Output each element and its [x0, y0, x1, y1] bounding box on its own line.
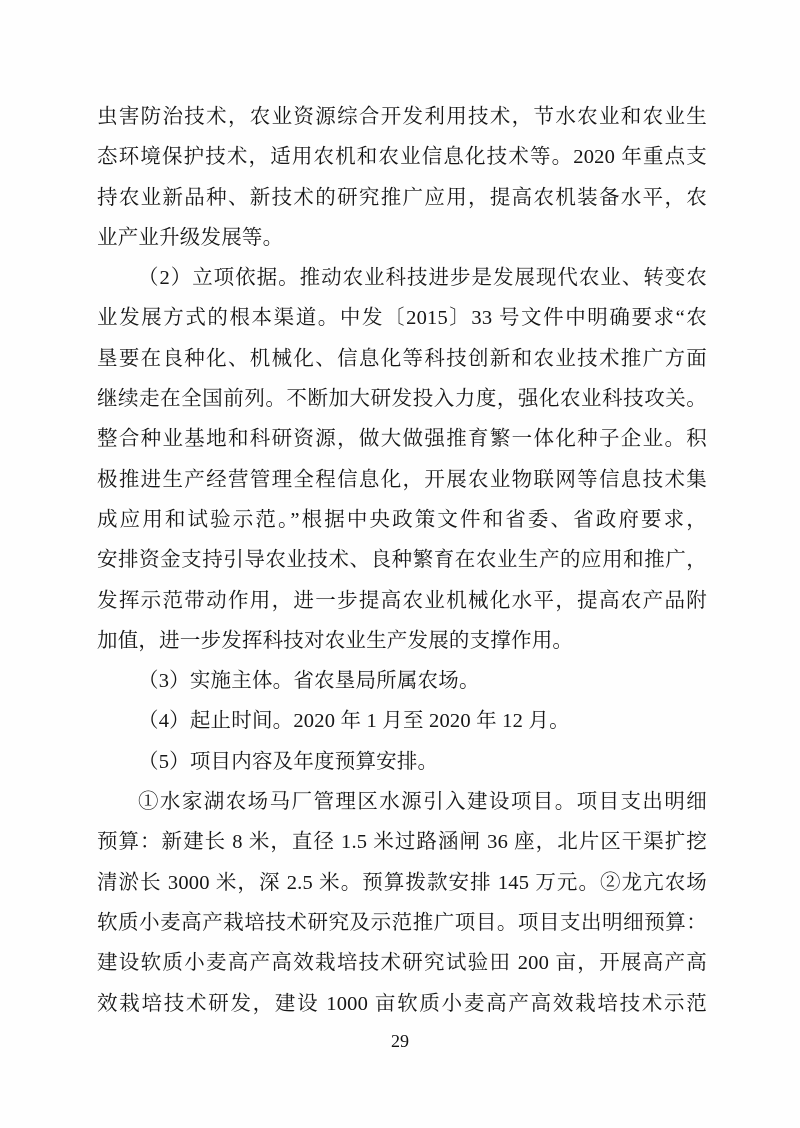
text-line: 安排资金支持引导农业技术、良种繁育在农业生产的应用和推广， — [97, 549, 707, 572]
text-line: 发挥示范带动作用，进一步提高农业机械化水平，提高农产品附 — [97, 589, 707, 612]
document-body — [97, 97, 707, 1024]
text-line: 垦要在良种化、机械化、信息化等科技创新和农业技术推广方面 — [97, 347, 707, 370]
text-line: 整合种业基地和科研资源，做大做强推育繁一体化种子企业。积 — [97, 428, 707, 451]
text-line: 软质小麦高产栽培技术研究及示范推广项目。项目支出明细预算： — [97, 911, 707, 934]
page-number: 29 — [391, 1031, 409, 1051]
text-line-section-4: （4）起止时间。2020 年 1 月至 2020 年 12 月。 — [138, 710, 570, 733]
text-line: 业产业升级发展等。 — [97, 226, 284, 249]
text-line: 清淤长 3000 米，深 2.5 米。预算拨款安排 145 万元。②龙亢农场 — [97, 871, 707, 894]
text-line: 极推进生产经营管理全程信息化，开展农业物联网等信息技术集 — [97, 468, 707, 491]
text-line: 继续走在全国前列。不断加大研发投入力度，强化农业科技攻关。 — [97, 388, 707, 411]
text-line-item-1: ①水家湖农场马厂管理区水源引入建设项目。项目支出明细 — [138, 791, 707, 814]
text-line-section-3: （3）实施主体。省农垦局所属农场。 — [138, 670, 480, 693]
text-line: 业发展方式的根本渠道。中发〔2015〕33 号文件中明确要求“农 — [97, 307, 707, 330]
text-line: 建设软质小麦高产高效栽培技术研究试验田 200 亩，开展高产高 — [97, 952, 707, 975]
text-line: 成应用和试验示范。”根据中央政策文件和省委、省政府要求， — [97, 508, 707, 531]
text-line: 持农业新品种、新技术的研究推广应用，提高农机装备水平，农 — [97, 186, 707, 209]
text-line-section-2: （2）立项依据。推动农业科技进步是发展现代农业、转变农 — [138, 267, 707, 290]
text-line: 预算：新建长 8 米，直径 1.5 米过路涵闸 36 座，北片区干渠扩挖 — [97, 831, 707, 854]
text-line: 加值，进一步发挥科技对农业生产发展的支撑作用。 — [97, 629, 574, 652]
text-line-section-5: （5）项目内容及年度预算安排。 — [138, 750, 439, 773]
text-line: 虫害防治技术，农业资源综合开发利用技术，节水农业和农业生 — [97, 106, 707, 128]
text-line: 效栽培技术研发，建设 1000 亩软质小麦高产高效栽培技术示范 — [97, 992, 707, 1015]
text-line: 态环境保护技术，适用农机和农业信息化技术等。2020 年重点支 — [97, 146, 707, 169]
